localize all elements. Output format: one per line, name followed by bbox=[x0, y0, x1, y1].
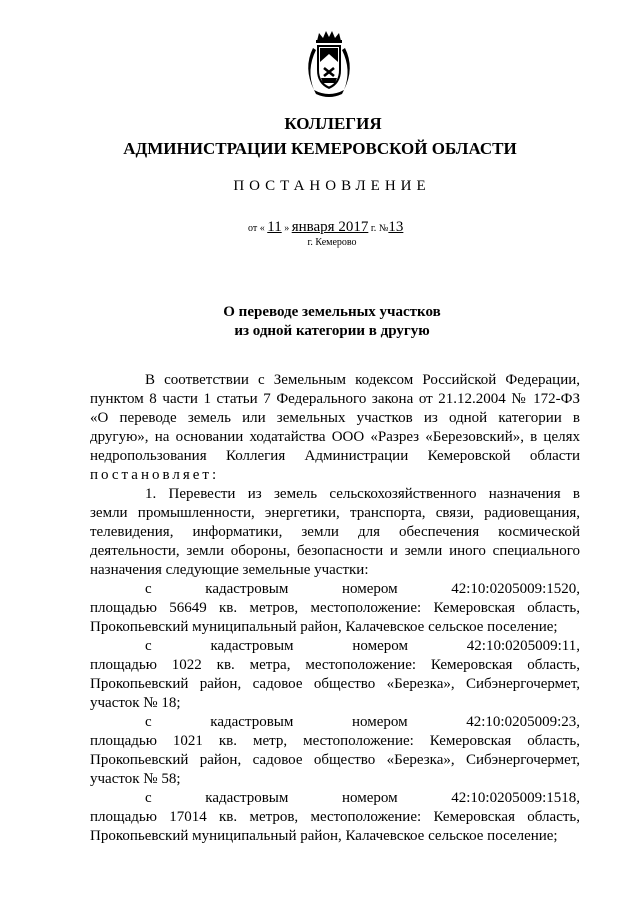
body-line: с кадастровым номером 42:10:0205009:1518, bbox=[145, 790, 580, 806]
body-line: недропользования Коллегия Администрации Кемеровской области bbox=[90, 448, 580, 464]
body-line: площадью 1022 кв. метра, местоположение: Кемеровская область, bbox=[90, 657, 580, 673]
body-line: другую», на основании ходатайства ООО «Разрез «Березовский», в целях bbox=[90, 429, 580, 445]
body-line: пунктом 8 части 1 статьи 7 Федерального закона от 21.12.2004 № 172-ФЗ bbox=[90, 391, 580, 407]
date-day: 11 bbox=[267, 219, 282, 235]
date-prefix: от « bbox=[248, 223, 265, 234]
body-line: Прокопьевский муниципальный район, Калачевское сельское поселение; bbox=[90, 828, 558, 844]
body-line: 1. Перевести из земель сельскохозяйственного назначения в bbox=[145, 486, 580, 502]
coat-of-arms-icon bbox=[300, 28, 358, 98]
body-line: земли промышленности, энергетики, транспорта, связи, радиовещания, bbox=[90, 505, 580, 521]
body-line: деятельности, земли обороны, безопасности и земли иного специального bbox=[90, 543, 580, 559]
date-line bbox=[248, 219, 403, 236]
body-line: «О переводе земель или земельных участков из одной категории в bbox=[90, 410, 580, 426]
subject-line-1: О переводе земельных участков bbox=[223, 304, 441, 320]
body-line: участок № 18; bbox=[90, 695, 181, 711]
body-line: В соответствии с Земельным кодексом Российской Федерации, bbox=[145, 372, 580, 388]
body-line: постановляет: bbox=[90, 467, 220, 483]
body-line: телевидения, информатики, земли для обеспечения космической bbox=[90, 524, 580, 540]
subject-line-2: из одной категории в другую bbox=[234, 323, 430, 339]
date-month-year: января 2017 bbox=[291, 219, 369, 235]
organization-line-2: АДМИНИСТРАЦИИ КЕМЕРОВСКОЙ ОБЛАСТИ bbox=[123, 139, 517, 158]
body-line: Прокопьевский район, садовое общество «Березка», Сибэнергочермет, bbox=[90, 676, 580, 692]
document-subject bbox=[0, 303, 640, 341]
city: г. Кемерово bbox=[307, 237, 357, 248]
body-line: с кадастровым номером 42:10:0205009:11, bbox=[145, 638, 580, 654]
body-line: участок № 58; bbox=[90, 771, 181, 787]
body-line: площадью 17014 кв. метров, местоположение: Кемеровская область, bbox=[90, 809, 580, 825]
number-prefix: № bbox=[378, 223, 389, 234]
body-line: назначения следующие земельные участки: bbox=[90, 562, 369, 578]
body-line: площадью 1021 кв. метр, местоположение: Кемеровская область, bbox=[90, 733, 580, 749]
body-line: площадью 56649 кв. метров, местоположение: Кемеровская область, bbox=[90, 600, 580, 616]
document-number: 13 bbox=[388, 219, 404, 235]
document-type: ПОСТАНОВЛЕНИЕ bbox=[233, 178, 431, 194]
body-line: с кадастровым номером 42:10:0205009:23, bbox=[145, 714, 580, 730]
body-line: с кадастровым номером 42:10:0205009:1520, bbox=[145, 581, 580, 597]
body-line: Прокопьевский район, садовое общество «Березка», Сибэнергочермет, bbox=[90, 752, 580, 768]
date-mid: » bbox=[284, 223, 290, 234]
organization-line-1: КОЛЛЕГИЯ bbox=[284, 114, 382, 133]
year-suffix: г. bbox=[370, 223, 377, 234]
body-line: Прокопьевский муниципальный район, Калачевское сельское поселение; bbox=[90, 619, 558, 635]
